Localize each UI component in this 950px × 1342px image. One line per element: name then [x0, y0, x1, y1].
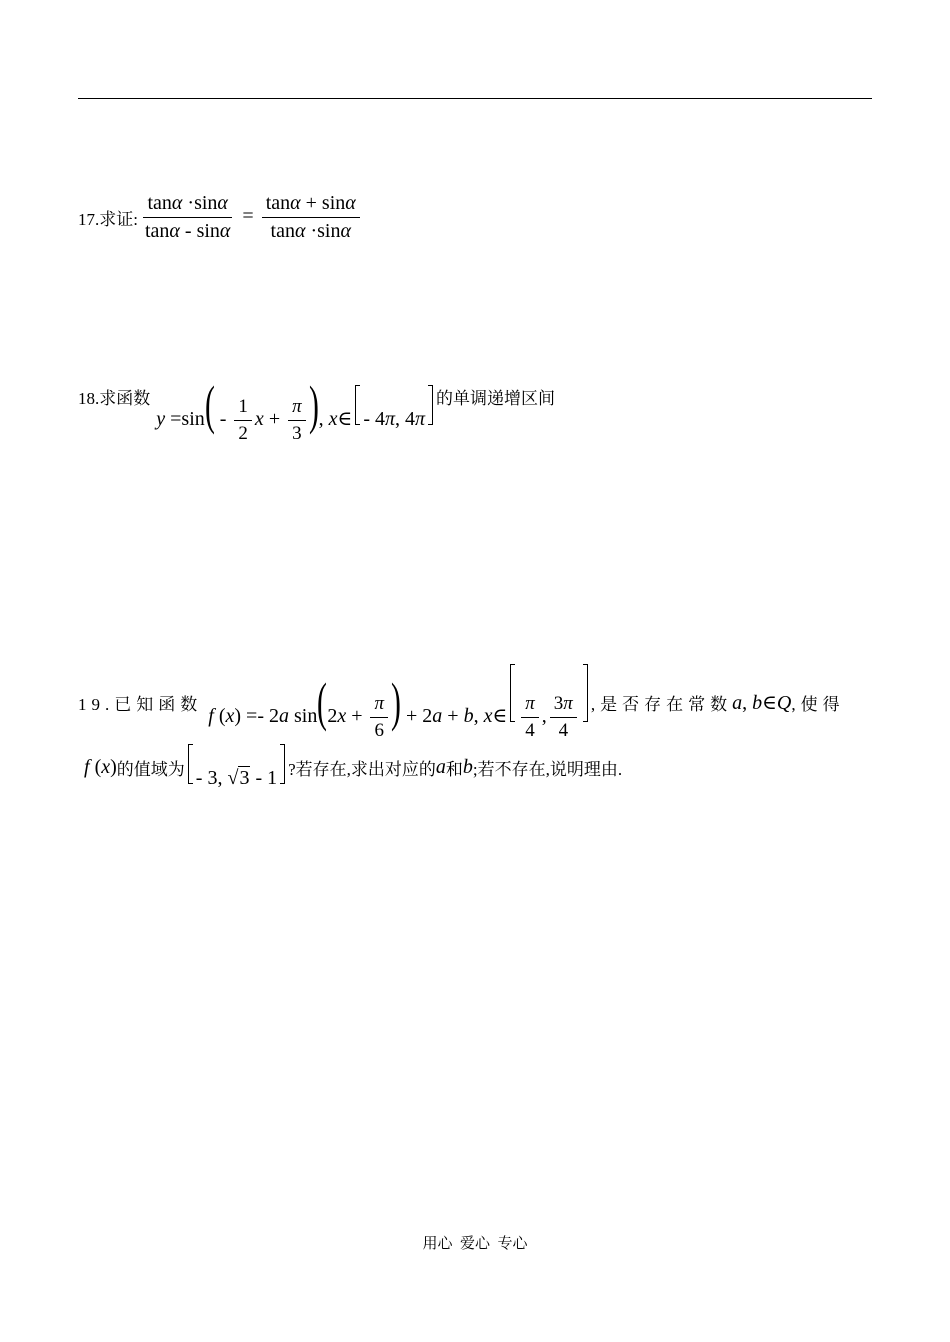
problem-19-text-6: ;若不存在,说明理由.: [472, 759, 623, 779]
problem-19-var-b: b: [462, 755, 473, 778]
problem-17-label: 17.求证:: [78, 210, 138, 229]
problem-18-label: 18.求函数: [78, 389, 151, 408]
problem-17: [78, 192, 363, 243]
problem-19-range: - 3, √ 3 - 1: [185, 744, 288, 790]
problem-19-fx: f (x): [84, 755, 117, 778]
problem-19-text-5: 和: [445, 759, 463, 779]
problem-18-tail: 的单调递增区间: [436, 389, 556, 408]
problem-19-text-3: 的值域为: [116, 759, 185, 779]
problem-19-text-4: ?若存在,求出对应的: [288, 759, 436, 779]
problem-19-label: 19.已知函数: [78, 695, 203, 715]
problem-19-var-a: a: [435, 755, 446, 778]
problem-19-line-2: [84, 744, 622, 790]
problem-19-line-1: [78, 664, 845, 742]
header-rule: [78, 98, 872, 99]
problem-18: [78, 375, 556, 445]
problem-19-text-2: ,使得: [791, 695, 845, 715]
fraction-right: $\frac{\tan\alpha + \sin\alpha}{\tan\alpha \cdot\sin\alpha}$: [262, 192, 360, 243]
problem-19-function: f (x) =- 2a sin(2x + $\frac{\pi}{6}$ ) + 2a + b, x∈ $\frac{\pi}{4}$ , $\frac{3\pi}{4}$: [208, 664, 591, 742]
problem-18-function: y =sin( - $\frac{1}{2}$ x + $\frac{\pi}{3}$ ), x∈ - 4π, 4π: [156, 380, 436, 445]
problem-17-equation: $\frac{\tan\alpha \cdot\sin\alpha}{\tan\alpha - \sin\alpha}$ = $\frac{\tan\alpha + \sin\alpha}{\tan\alpha \cdot\sin\alpha}$: [138, 192, 363, 243]
problem-19-text-1: ,是否存在常数: [590, 695, 733, 715]
page-footer: 用心 爱心 专心: [422, 1236, 528, 1252]
fraction-left: $\frac{\tan\alpha \cdot\sin\alpha}{\tan\alpha - \sin\alpha}$: [144, 192, 231, 242]
problem-19-constants: a, b∈Q: [732, 692, 792, 715]
